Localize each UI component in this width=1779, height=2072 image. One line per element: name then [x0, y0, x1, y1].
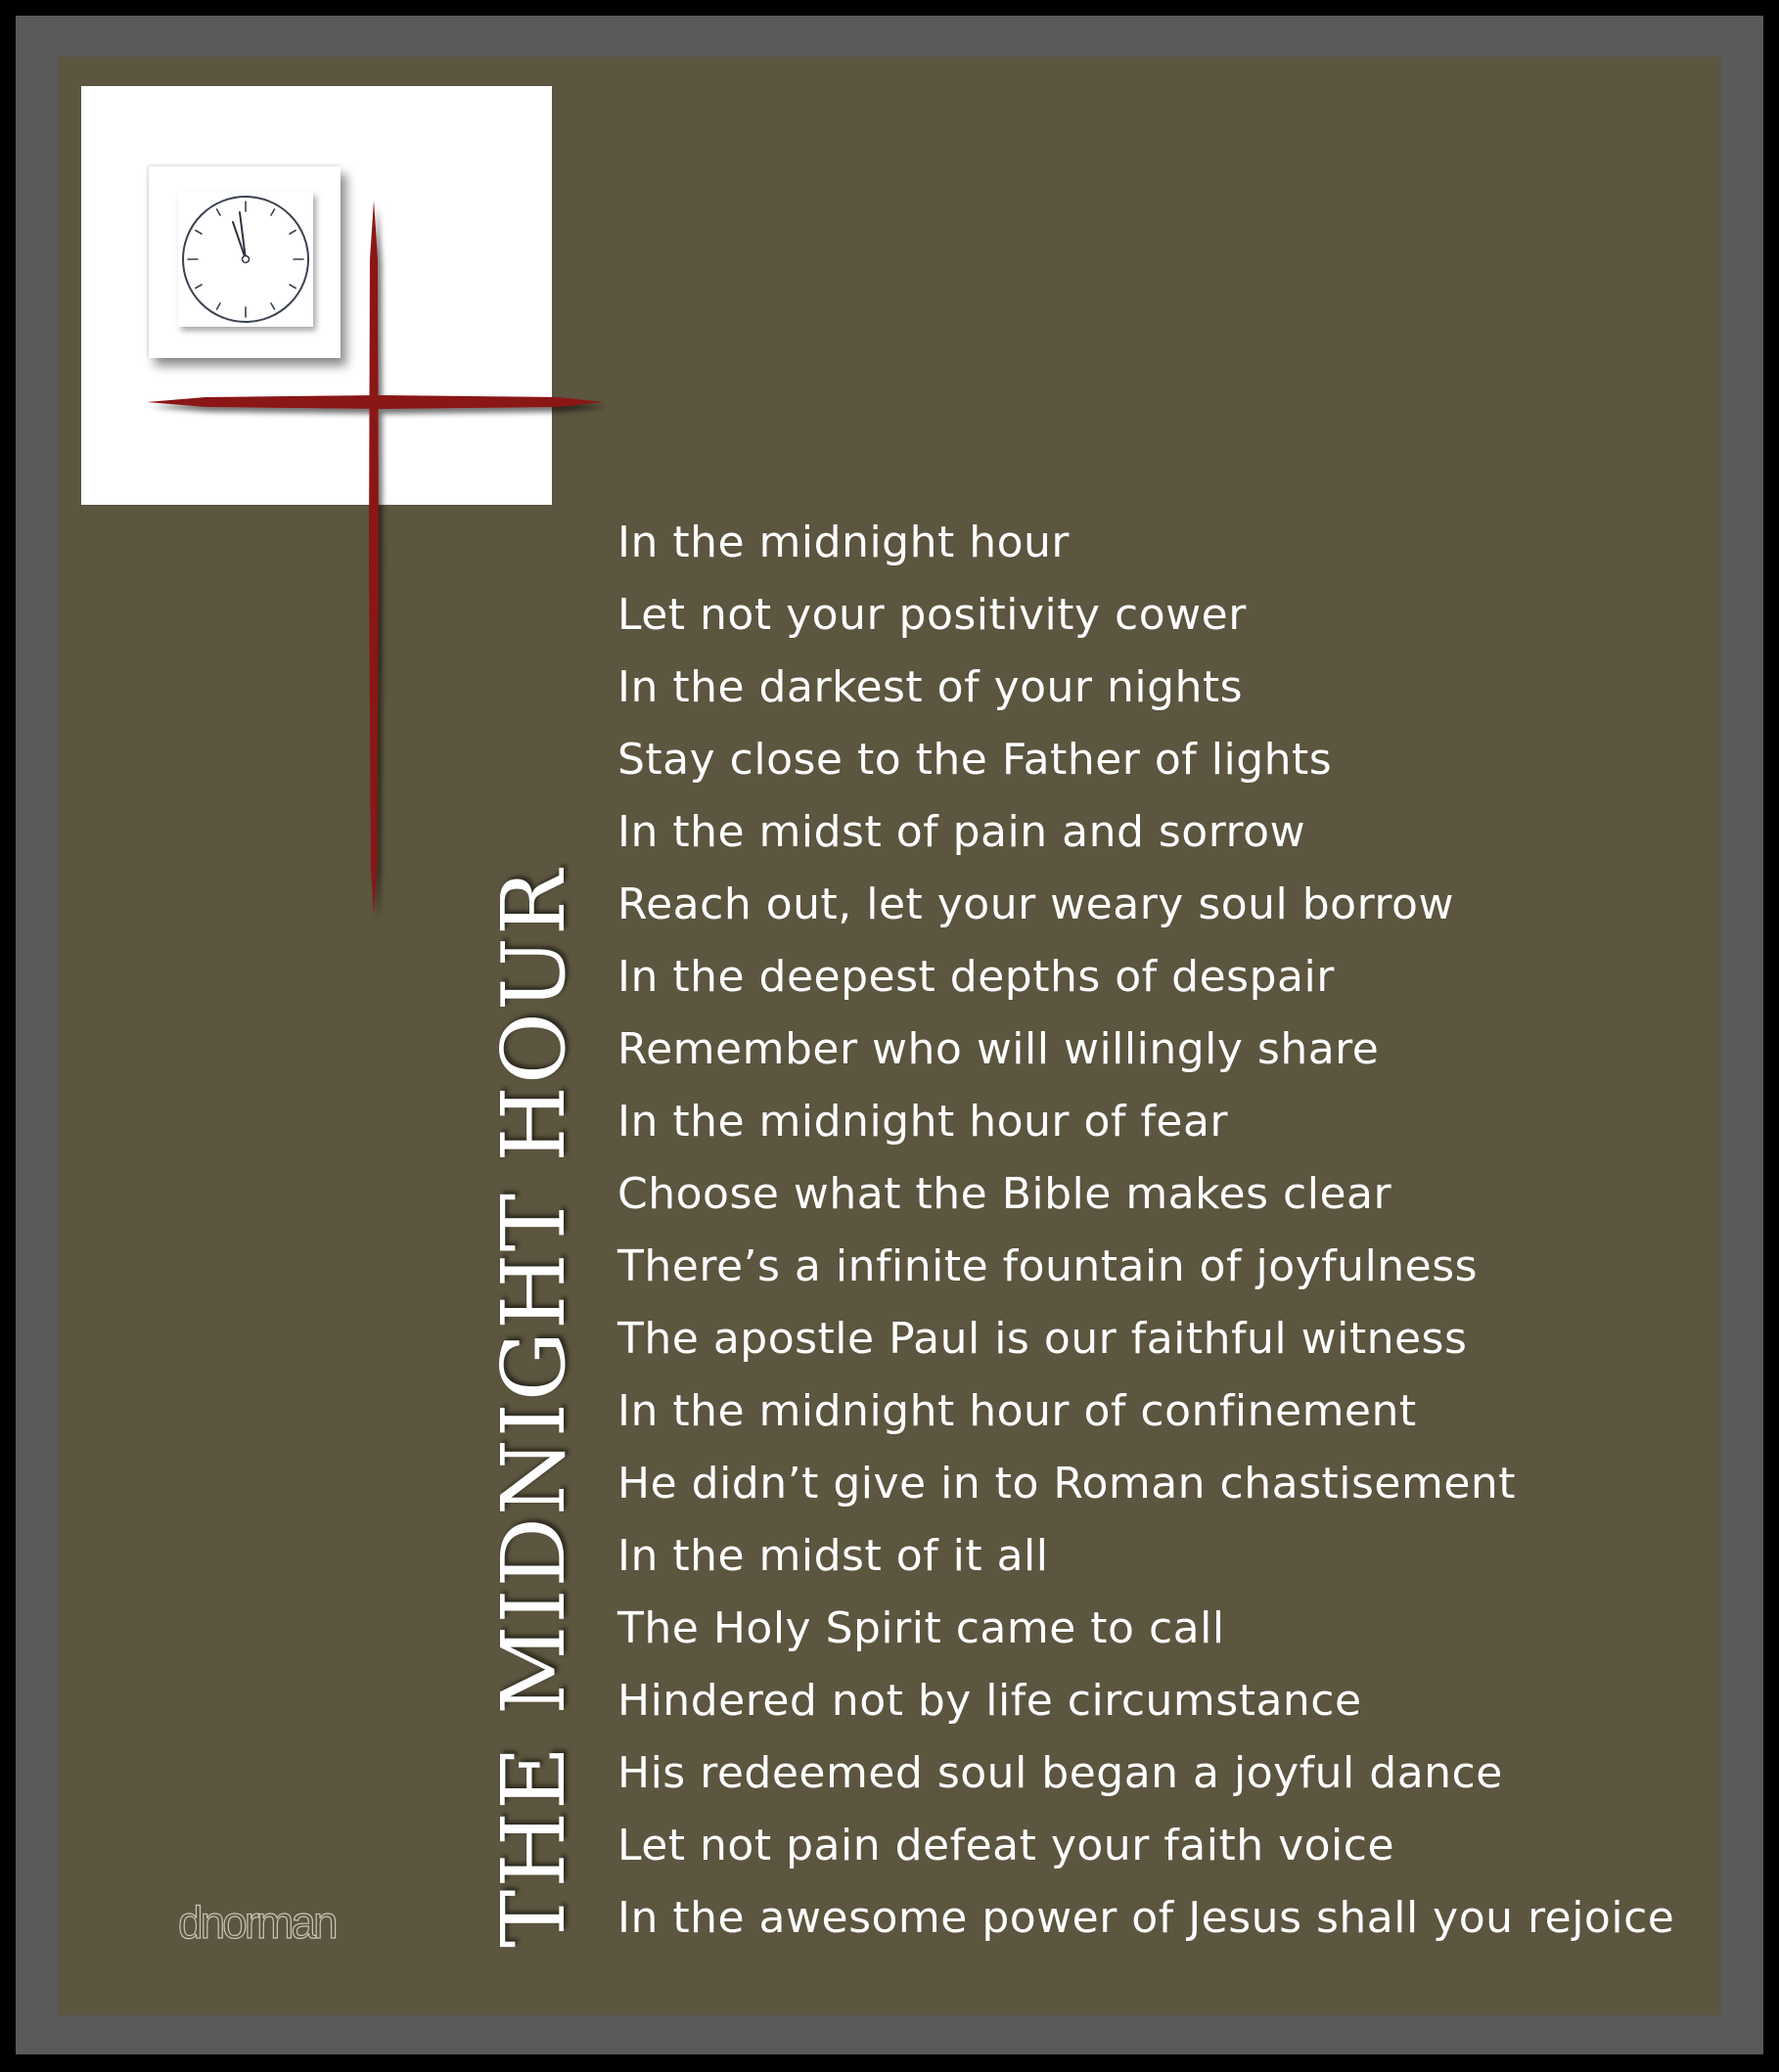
poem-line: The apostle Paul is our faithful witness — [617, 1314, 1468, 1364]
poem-line: The Holy Spirit came to call — [617, 1603, 1225, 1653]
poem-line: In the midnight hour of confinement — [617, 1386, 1417, 1436]
poem-line: There’s a infinite fountain of joyfulness — [617, 1241, 1479, 1291]
poem-line: Let not pain defeat your faith voice — [617, 1821, 1395, 1870]
poem-line: Choose what the Bible makes clear — [617, 1169, 1392, 1219]
poem-title: THE MIDNIGHT HOUR — [482, 868, 584, 1948]
poem-line: He didn’t give in to Roman chastisement — [617, 1459, 1517, 1509]
poem-line: His redeemed soul began a joyful dance — [617, 1748, 1503, 1798]
poem-line: In the midst of pain and sorrow — [617, 807, 1306, 857]
artist-signature: dnorman — [178, 1897, 336, 1948]
poem-line: Hindered not by life circumstance — [617, 1676, 1362, 1726]
poem-line: Remember who will willingly share — [617, 1024, 1380, 1074]
poem-line: Stay close to the Father of lights — [617, 735, 1333, 785]
poem-line: In the midnight hour — [617, 518, 1071, 567]
poem-line: In the midst of it all — [617, 1531, 1049, 1581]
cross-icon — [147, 201, 607, 920]
poem-line: Reach out, let your weary soul borrow — [617, 879, 1454, 929]
poem-line: In the midnight hour of fear — [617, 1097, 1229, 1147]
poem-line: In the deepest depths of despair — [617, 952, 1335, 1002]
poem-lines — [617, 507, 1674, 1955]
poem-line: In the awesome power of Jesus shall you rejoice — [617, 1893, 1675, 1943]
poem-line: Let not your positivity cower — [617, 590, 1247, 640]
poem-line: In the darkest of your nights — [617, 662, 1244, 712]
